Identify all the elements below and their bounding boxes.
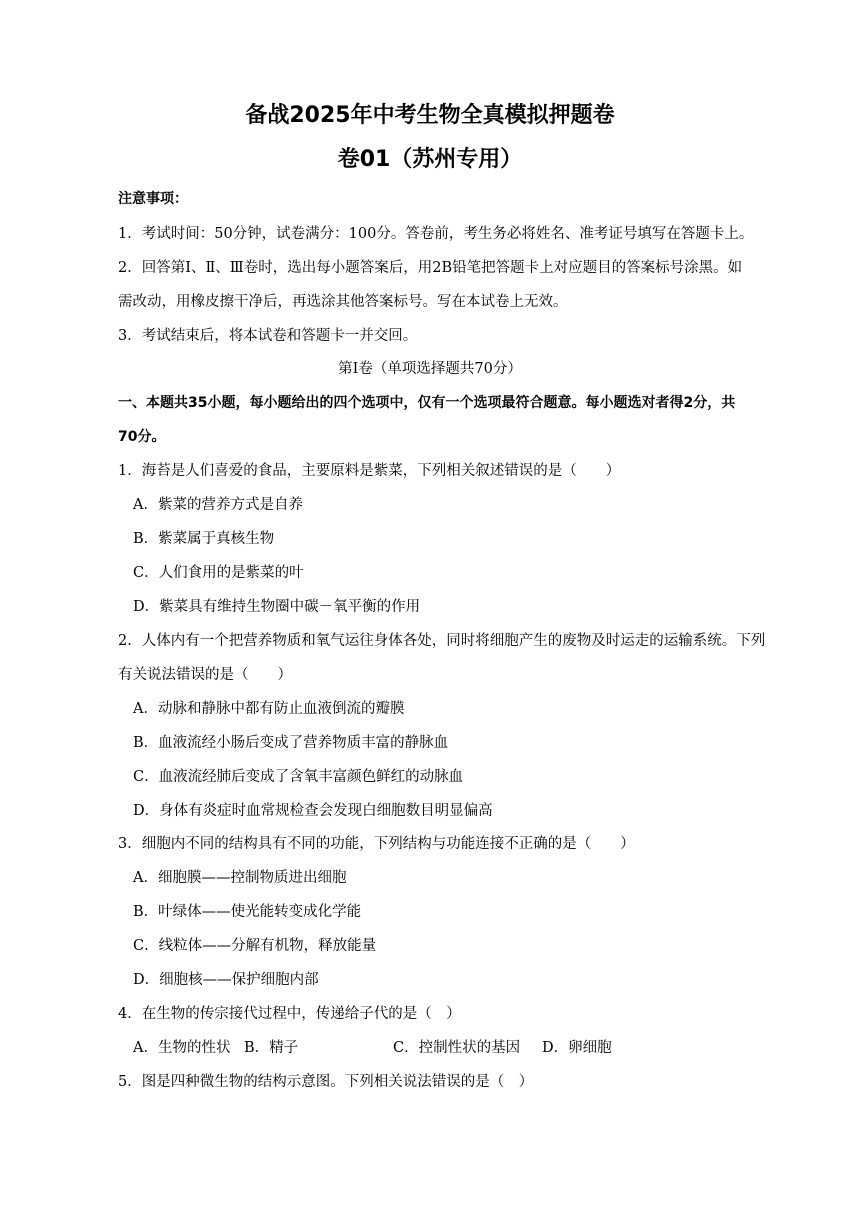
- notice-item: 需改动，用橡皮擦干净后，再选涂其他答案标号。写在本试卷上无效。: [118, 294, 568, 310]
- notice-item: 3．考试结束后，将本试卷和答题卡一并交回。: [118, 328, 418, 344]
- notice-heading: 注意事项：: [118, 191, 188, 207]
- question-option: B．精子: [244, 1040, 299, 1056]
- section-instruction: 70分。: [118, 429, 166, 445]
- question-option: D．身体有炎症时血常规检查会发现白细胞数目明显偏高: [133, 803, 493, 819]
- question-option: A．细胞膜——控制物质进出细胞: [133, 870, 347, 886]
- question-option: D．卵细胞: [542, 1040, 612, 1056]
- question-stem: 3．细胞内不同的结构具有不同的功能，下列结构与功能连接不正确的是（ ）: [118, 836, 635, 852]
- question-option: C．控制性状的基因: [393, 1040, 521, 1056]
- question-option: B．叶绿体——使光能转变成化学能: [133, 904, 362, 920]
- question-option: C．人们食用的是紫菜的叶: [133, 565, 304, 581]
- question-stem: 4．在生物的传宗接代过程中，传递给子代的是（ ）: [118, 1006, 461, 1022]
- question-option: A．紫菜的营养方式是自养: [133, 497, 303, 513]
- question-option: B．血液流经小肠后变成了营养物质丰富的静脉血: [133, 735, 449, 751]
- question-option: C．线粒体——分解有机物，释放能量: [133, 938, 377, 954]
- page-subtitle: 卷01（苏州专用）: [337, 147, 523, 172]
- question-option: A．生物的性状: [133, 1040, 231, 1056]
- notice-item: 1．考试时间：50分钟，试卷满分：100分。答卷前，考生务必将姓名、准考证号填写在答题卡上。: [118, 226, 754, 242]
- section-instruction: 一、本题共35小题，每小题给出的四个选项中，仅有一个选项最符合题意。每小题选对者得2分，共: [118, 395, 736, 411]
- page-title: 备战2025年中考生物全真模拟押题卷: [245, 103, 615, 128]
- question-option: D．紫菜具有维持生物圈中碳－氧平衡的作用: [133, 599, 421, 615]
- question-stem: 2．人体内有一个把营养物质和氧气运往身体各处，同时将细胞产生的废物及时运走的运输系统。下列: [118, 633, 766, 649]
- question-option: C．血液流经肺后变成了含氧丰富颜色鲜红的动脉血: [133, 769, 464, 785]
- question-option: A．动脉和静脉中都有防止血液倒流的瓣膜: [133, 701, 405, 717]
- question-option: D．细胞核——保护细胞内部: [133, 972, 319, 988]
- section-title: 第Ⅰ卷（单项选择题共70分）: [338, 361, 522, 377]
- question-stem: 5．图是四种微生物的结构示意图。下列相关说法错误的是（ ）: [118, 1074, 534, 1090]
- question-stem: 1．海苔是人们喜爱的食品，主要原料是紫菜，下列相关叙述错误的是（ ）: [118, 463, 621, 479]
- question-option: B．紫菜属于真核生物: [133, 531, 275, 547]
- question-stem: 有关说法错误的是（ ）: [118, 667, 292, 683]
- notice-item: 2．回答第Ⅰ、Ⅱ、Ⅲ卷时，选出每小题答案后，用2B铅笔把答题卡上对应题目的答案标号涂黑。如: [118, 260, 743, 276]
